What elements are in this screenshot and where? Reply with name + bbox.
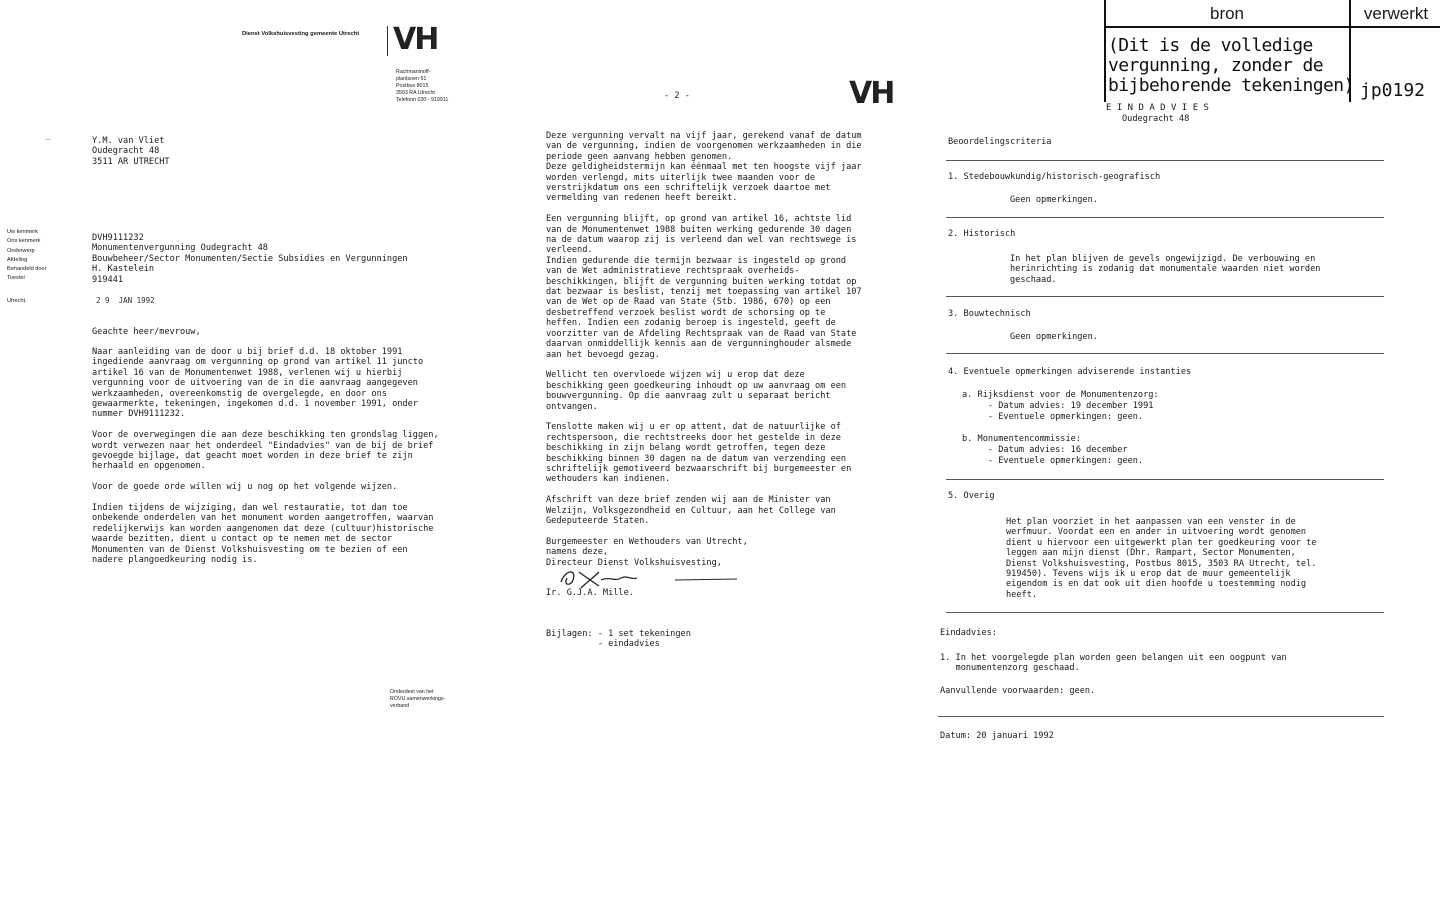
divider bbox=[946, 217, 1384, 218]
date-stamp: 2 9 JAN 1992 bbox=[96, 296, 155, 305]
divider bbox=[938, 716, 1384, 717]
recipient-address: Y.M. van Vliet Oudegracht 48 3511 AR UTRECHT bbox=[92, 136, 170, 167]
advice-date: Datum: 20 januari 1992 bbox=[940, 731, 1054, 741]
section-body: In het plan blijven de gevels ongewijzigd. De verbouwing en herinrichting is zodanig dat monumentale waarden niet worden geschaad. bbox=[1010, 254, 1321, 285]
letter-body-page-2 bbox=[546, 131, 862, 578]
verwerkt-header: verwerkt bbox=[1363, 4, 1429, 23]
section-heading: 2. Historisch bbox=[948, 229, 1016, 239]
org-name: Dienst Volkshuisvesting gemeente Utrecht bbox=[242, 31, 360, 37]
attachments: Bijlagen: - 1 set tekeningen - eindadvies bbox=[546, 629, 691, 650]
footer-note: Onderdeel van het ROVU samenwerkings- verband bbox=[390, 689, 446, 709]
dash-mark: — bbox=[45, 137, 51, 143]
handwritten-note: (Dit is de volledige vergunning, zonder de bijbehorende tekeningen) bbox=[1108, 35, 1354, 96]
extra-conditions: Aanvullende voorwaarden: geen. bbox=[940, 686, 1096, 696]
divider bbox=[946, 353, 1384, 354]
sender-address: Rachmaninoff- plantsoen 61 Postbus 8015 3503 RA Utrecht Telefoon 030 - 919911 bbox=[396, 69, 449, 103]
section-heading: 1. Stedebouwkundig/historisch-geografisch bbox=[948, 172, 1161, 182]
advice-title: E I N D A D V I E S bbox=[1106, 103, 1209, 113]
section-body: Het plan voorziet in het aanpassen van een venster in de werfmuur. Voordat een en ander in uitvoering wordt genomen dient u hiervoor een uitgewerkt plan ter goedkeuring voor te leggen aan mijn dienst (Dhr. Rampart, Sector Monumenten, Dienst Volkshuisvesting, Postbus 8015, 3503 RA Utrecht, tel. 919450). Tevens wijs ik u erop dat de muur gemeentelijk eigendom is en dat ook uit dien hoofde u toestemming nodig heeft. bbox=[1006, 517, 1317, 600]
section-body: a. Rijksdienst voor de Monumentenzorg: - Datum advies: 19 december 1991 - Eventuele opmerkingen: geen. b. Monumentencommissie: - Datum advies: 16 december - Eventuele opmerkingen: geen. bbox=[962, 390, 1159, 466]
paragraph: Voor de overwegingen die aan deze beschikking ten grondslag liggen, wordt verwezen naar het onderdeel "Eindadvies" van de bij de brief gevoegde bijlage, dat geacht moet worden in deze brief te zijn herhaald en opgenomen. bbox=[92, 430, 439, 472]
paragraph: Tenslotte maken wij u er op attent, dat de natuurlijke of rechtspersoon, die rechtstreeks door het gestelde in deze beschikking in zijn belang wordt getroffen, tegen deze beschikking binnen 30 dagen na de datum van verzending een schriftelijk gemotiveerd bezwaarschrift bij burgemeester en wethouders kan indienen. bbox=[546, 422, 852, 485]
advice-address: Oudegracht 48 bbox=[1122, 114, 1190, 124]
divider bbox=[946, 160, 1384, 161]
vh-logo: VH bbox=[393, 22, 438, 57]
paragraph: Wellicht ten overvloede wijzen wij u erop dat deze beschikking geen goedkeuring inhoudt op uw aanvraag om een bouwvergunning. Op die aanvraag zult u separaat bericht ontvangen. bbox=[546, 370, 847, 412]
final-advice-item: 1. In het voorgelegde plan worden geen belangen uit een oogpunt van monumentenzorg geschaad. bbox=[940, 653, 1287, 674]
paragraph: Naar aanleiding van de door u bij brief d.d. 18 oktober 1991 ingediende aanvraag om vergunning op grond van artikel 11 juncto artikel 16 van de Monumentenwet 1988, verlenen wij u hierbij vergunning voor de uitvoering van de in die aanvraag aangegeven werkzaamheden, overeenkomstig de overgelegde, en door ons gewaarmerkte, tekeningen, ingekomen d.d. 1 november 1991, onder nummer DVH9111232. bbox=[92, 347, 424, 420]
paragraph: Afschrift van deze brief zenden wij aan de Minister van Welzijn, Volksgezondheid en Cultuur, aan het College van Gedeputeerde Staten. bbox=[546, 495, 836, 526]
divider bbox=[946, 296, 1384, 297]
logo-divider bbox=[387, 26, 388, 56]
bron-header: bron bbox=[1209, 4, 1245, 23]
letter-body-page-1 bbox=[92, 347, 439, 576]
section-heading: 3. Bouwtechnisch bbox=[948, 309, 1031, 319]
divider bbox=[946, 612, 1384, 613]
paragraph: Deze vergunning vervalt na vijf jaar, gerekend vanaf de datum van de vergunning, indien de voorgenomen werkzaamheden in die periode geen aanvang hebben genomen. Deze geldigheidstermijn kan éénmaal met ten hoogste vijf jaar worden verlengd, mits uiterlijk twee maanden voor de verstrijkdatum ons een schriftelijk verzoek daartoe met vermelding van redenen heeft bereikt. bbox=[546, 131, 862, 204]
signatory: Ir. G.J.A. Mille. bbox=[546, 588, 634, 598]
paragraph: Voor de goede orde willen wij u nog op het volgende wijzen. bbox=[92, 482, 398, 493]
section-body: Geen opmerkingen. bbox=[1010, 332, 1098, 342]
divider bbox=[946, 479, 1384, 480]
section-heading: 5. Overig bbox=[948, 491, 995, 501]
page-number: - 2 - bbox=[664, 91, 690, 101]
section-body: Geen opmerkingen. bbox=[1010, 195, 1098, 205]
section-heading: 4. Eventuele opmerkingen adviserende instanties bbox=[948, 367, 1192, 377]
reference-values: DVH9111232 Monumentenvergunning Oudegracht 48 Bouwbeheer/Sector Monumenten/Sectie Subsidies en Vergunningen H. Kastelein 919441 bbox=[92, 233, 408, 285]
paragraph: Een vergunning blijft, op grond van artikel 16, achtste lid van de Monumentenwet 1988 buiten werking gedurende 30 dagen na de datum waarop zij is verleend dan wel van rechtswege is verleend. Indien gedurende die termijn bezwaar is ingesteld op grond van de Wet administratieve rechtspraak overheids- beschikkingen, blijft de vergunning buiten werking totdat op dat bezwaar is beslist, tenzij met toepassing van artikel 107 van de Wet op de Raad van State (Stb. 1986, 670) op een desbetreffend verzoek beslist wordt de schorsing op te heffen. Indien een zodanig beroep is ingesteld, geeft de voorzitter van de Afdeling Rechtspraak van de Raad van State daarvan onmiddellijk kennis aan de vergunninghouder alsmede aan het bevoegd gezag. bbox=[546, 214, 862, 360]
archive-code: jp0192 bbox=[1360, 80, 1426, 101]
reference-labels: Uw kenmerk Ons kenmerk Onderwerp Afdeling Behandeld door Toestel bbox=[7, 229, 47, 282]
closing: Burgemeester en Wethouders van Utrecht, namens deze, Directeur Dienst Volkshuisvesting, bbox=[546, 536, 748, 568]
criteria-heading: Beoordelingscriteria bbox=[948, 137, 1052, 147]
place-label: Utrecht, bbox=[7, 298, 27, 304]
final-advice-heading: Eindadvies: bbox=[940, 628, 997, 638]
paragraph: Indien tijdens de wijziging, dan wel restauratie, tot dan toe onbekende onderdelen van het monument worden aangetroffen, waarvan redelijkerwijs kan worden aangenomen dat deze (cultuur)historische waarde bezitten, dient u contact op te nemen met de sector Monumenten van de Dienst Volkshuisvesting om te bezien of een nadere plangoedkeuring nodig is. bbox=[92, 503, 434, 566]
salutation: Geachte heer/mevrouw, bbox=[92, 327, 201, 337]
signature bbox=[555, 566, 740, 590]
vh-logo-page-2: VH bbox=[849, 76, 894, 111]
